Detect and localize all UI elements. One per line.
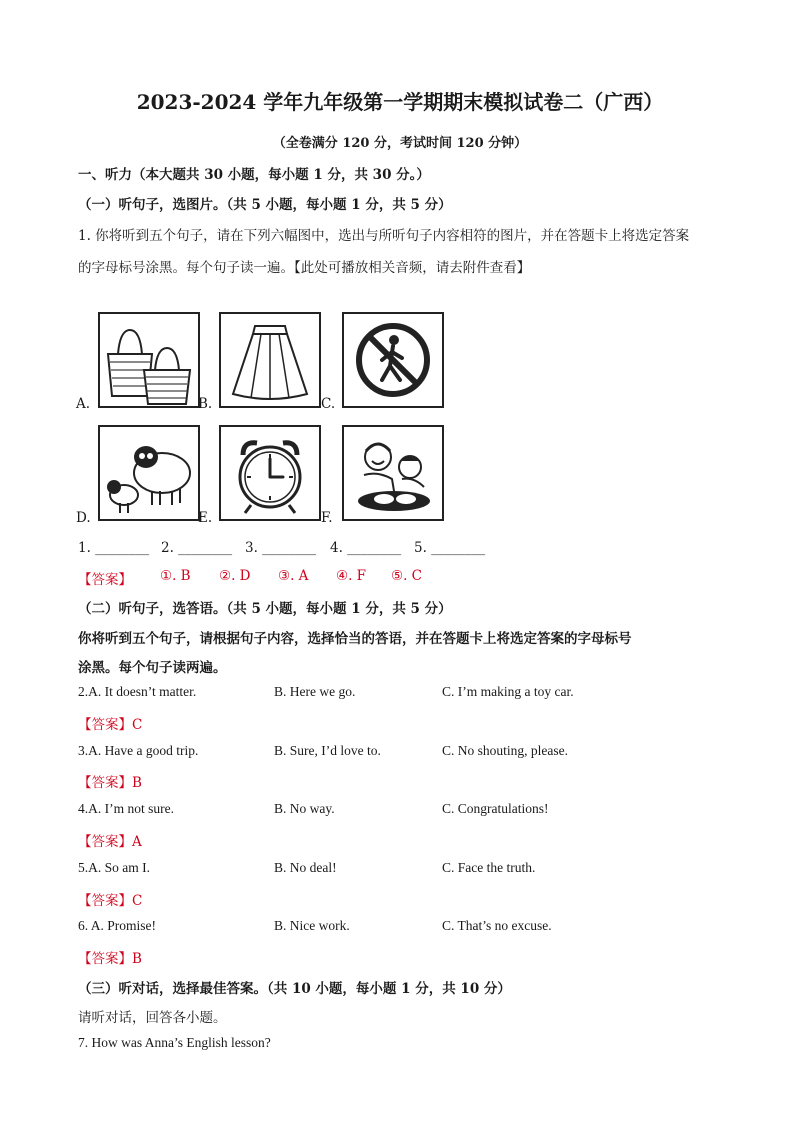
section2-instruction-line2: 涂黑。每个句子读两遍。 [78,660,227,676]
picture-label-b: B. [198,396,213,412]
q5-option-b: B. No deal! [274,860,337,875]
answer-blank-4[interactable]: 4. ________ [330,540,402,556]
picture-label-a: A. [76,396,91,412]
answer-1: ①. B [160,568,191,584]
q4-option-c: C. Congratulations! [442,801,549,816]
q5-option-a: 5.A. So am I. [78,860,150,875]
answer-blank-3[interactable]: 3. ________ [245,540,317,556]
q4-option-b: B. No way. [274,801,335,816]
answer-5: ⑤. C [391,568,423,584]
section3-heading: （三）听对话，选择最佳答案。（共 10 小题，每小题 1 分，共 10 分） [78,981,511,997]
picture-label-e: E. [198,510,213,526]
answer-blank-5[interactable]: 5. ________ [414,540,486,556]
q6-option-a: 6. A. Promise! [78,918,157,933]
section2-heading: （二）听句子，选答语。（共 5 小题，每小题 1 分，共 5 分） [78,601,452,617]
answer-4: ④. F [336,568,367,584]
picture-label-f: F. [321,510,333,526]
q7-question: 7. How was Anna’s English lesson? [78,1035,271,1050]
alarm-clock-icon [219,425,321,521]
section2-instruction-line1: 你将听到五个句子，请根据句子内容，选择恰当的答语，并在答题卡上将选定答案的字母标号 [78,631,632,647]
picture-label-d: D. [76,510,91,526]
q2-option-a: 2.A. It doesn’t matter. [78,684,197,699]
answer-tag: 【答案】 [78,572,132,588]
no-walking-sign-icon [342,312,444,408]
q3-option-b: B. Sure, I’d love to. [274,743,381,758]
section1-heading: （一）听句子，选图片。（共 5 小题，每小题 1 分，共 5 分） [78,197,452,213]
answer-3: ③. A [278,568,309,584]
skirt-icon [219,312,321,408]
q3-option-a: 3.A. Have a good trip. [78,743,199,758]
q2-answer: 【答案】C [78,717,143,733]
exam-info: （全卷满分 120 分，考试时间 120 分钟） [272,136,528,151]
section1-instruction-line1: 1. 你将听到五个句子，请在下列六幅图中，选出与所听句子内容相符的图片，并在答题卡上将选定答案 [78,228,690,244]
q4-option-a: 4.A. I’m not sure. [78,801,174,816]
q6-option-b: B. Nice work. [274,918,350,933]
answer-2: ②. D [219,568,251,584]
sheep-icon [98,425,200,521]
q3-answer: 【答案】B [78,775,142,791]
picture-label-c: C. [321,396,336,412]
q5-option-c: C. Face the truth. [442,860,536,875]
q6-option-c: C. That’s no excuse. [442,918,552,933]
q2-option-b: B. Here we go. [274,684,356,699]
q2-option-c: C. I’m making a toy car. [442,684,574,699]
handbags-icon [98,312,200,408]
part1-heading: 一、听力（本大题共 30 小题，每小题 1 分，共 30 分。） [78,167,430,183]
q6-answer: 【答案】B [78,951,142,967]
answer-blank-1[interactable]: 1. ________ [78,540,150,556]
people-eating-icon [342,425,444,521]
q5-answer: 【答案】C [78,893,143,909]
answer-blank-2[interactable]: 2. ________ [161,540,233,556]
section3-instruction: 请听对话，回答各小题。 [78,1010,227,1026]
q3-option-c: C. No shouting, please. [442,743,568,758]
section1-instruction-line2: 的字母标号涂黑。每个句子读一遍。【此处可播放相关音频，请去附件查看】 [78,260,531,276]
q4-answer: 【答案】A [78,834,142,850]
page-title: 2023-2024 学年九年级第一学期期末模拟试卷二（广西） [136,90,664,114]
